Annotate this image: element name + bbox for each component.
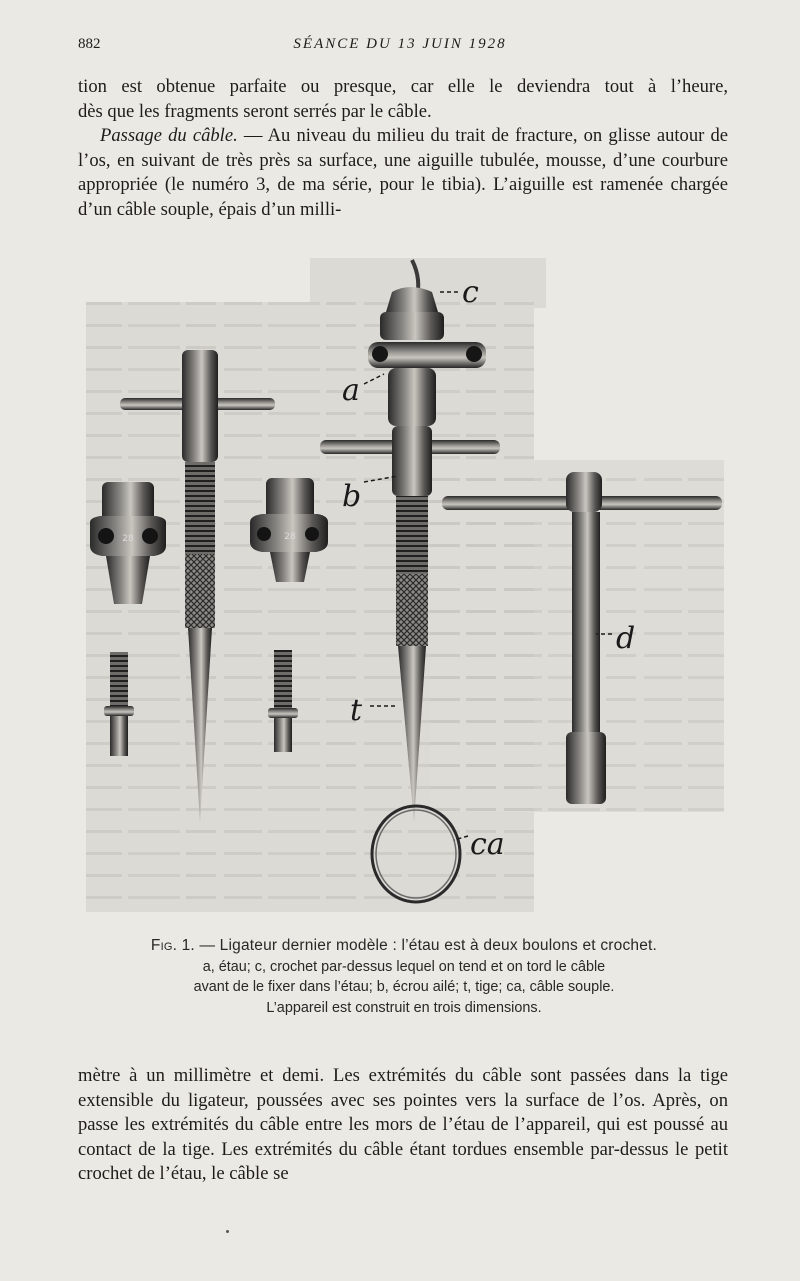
label-d: d [616, 621, 636, 656]
text-line-1: tion est obtenue parfaite ou presque, car elle le deviendra tout à l’heure, [78, 76, 728, 97]
caption-lead [80, 936, 728, 957]
label-c: c [462, 275, 479, 310]
text-line-2: dès que les fragments seront serrés par le câble. [78, 100, 432, 122]
nut-number-right: 28 [284, 532, 296, 542]
label-ca: ca [470, 827, 505, 862]
label-t: t [350, 693, 363, 728]
caption-line-4: L’appareil est construit en trois dimensions. [266, 999, 542, 1016]
label-b: b [342, 479, 362, 514]
page-number: 882 [78, 36, 101, 52]
label-a: a [342, 373, 360, 408]
nut-number-left: 28 [122, 534, 134, 544]
bottom-text: mètre à un millimètre et demi. Les extrémités du câble sont passées dans la tige extensible du ligateur, poussées avec ses pointes vers la surface de l’os. Après, on passe les extrémités du câble entre les mors de l’étau de l’appareil, qui est poussé au contact de la tige. Les extrémités du câble étant tordues ensemble par-dessus le petit crochet de l’étau, le câble se [78, 1065, 728, 1184]
top-paragraphs [78, 75, 728, 222]
print-speck [226, 1230, 229, 1233]
bottom-paragraph [78, 1064, 728, 1187]
caption-line-2: a, étau; c, crochet par-dessus lequel on tend et on tord le câble [202, 958, 606, 975]
figure-1-photograph [80, 250, 728, 922]
ligator-instruments-illustration [80, 250, 728, 922]
passage-text: — Au niveau du milieu du trait de fracture, on glisse autour de l’os, en suivant de très près sa surface, une aiguille tubulée, mousse, d’une courbure appropriée (le numéro 3, de ma série, pour le tibia). L’aiguille est ramenée chargée d’un câble souple, épais d’un milli- [78, 125, 729, 220]
figure-caption [80, 936, 728, 1018]
passage-paragraph [78, 124, 728, 222]
passage-title: Passage du câble. [100, 125, 238, 146]
caption-line-3: avant de le fixer dans l’étau; b, écrou ailé; t, tige; ca, câble souple. [193, 979, 615, 995]
caption-lead-text: — Ligateur dernier modèle : l’étau est à deux boulons et crochet. [194, 937, 658, 954]
running-title: SÉANCE DU 13 JUIN 1928 [293, 36, 507, 52]
caption-fig-prefix: Fig. 1. [150, 937, 195, 954]
